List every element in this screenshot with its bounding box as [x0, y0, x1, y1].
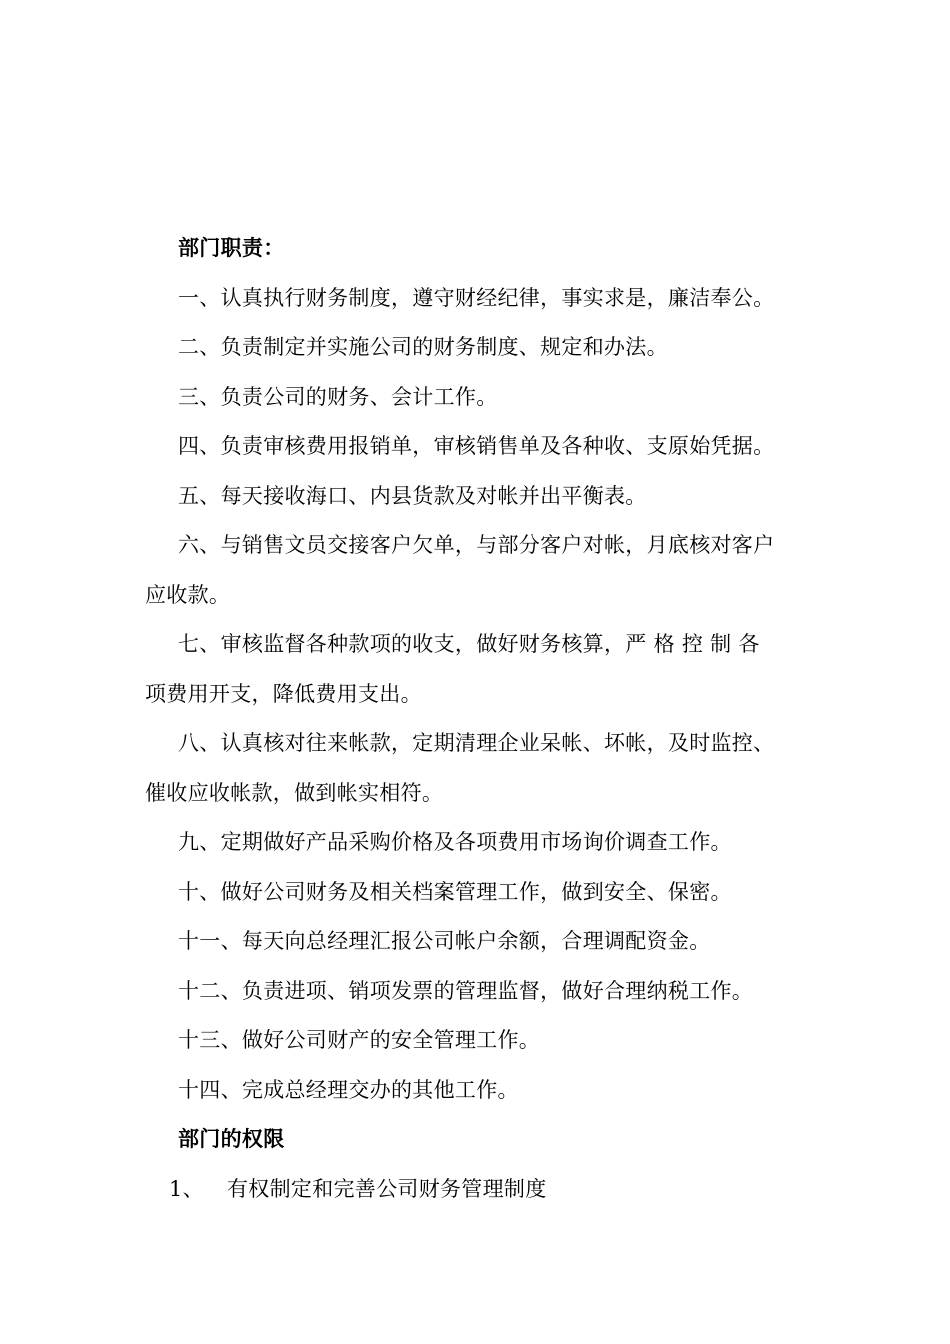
duty-item-5: 五、每天接收海口、内县货款及对帐并出平衡表。 [178, 483, 647, 508]
duty-item-9: 九、定期做好产品采购价格及各项费用市场询价调查工作。 [178, 830, 732, 854]
authority-item-1-text: 有权制定和完善公司财务管理制度 [227, 1176, 547, 1201]
duty-item-14: 十四、完成总经理交办的其他工作。 [178, 1077, 519, 1102]
duty-item-12: 十二、负责进项、销项发票的管理监督，做好合理纳税工作。 [178, 978, 754, 1003]
duty-item-4: 四、负责审核费用报销单，审核销售单及各种收、支原始凭据。 [178, 434, 775, 458]
duty-item-6-line2: 应收款。 [145, 582, 231, 607]
authority-item-1 [145, 1177, 807, 1201]
duty-item-1: 一、认真执行财务制度，遵守财经纪律，事实求是，廉洁奉公。 [178, 285, 775, 310]
duty-item-10: 十、做好公司财务及相关档案管理工作，做到安全、保密。 [178, 879, 732, 904]
duty-item-8-line1: 八、认真核对往来帐款，定期清理企业呆帐、坏帐，及时监控、 [178, 731, 775, 755]
duty-item-13: 十三、做好公司财产的安全管理工作。 [178, 1028, 541, 1052]
duty-item-2: 二、负责制定并实施公司的财务制度、规定和办法。 [178, 335, 668, 359]
document-body [145, 236, 807, 1226]
duty-item-7-line1: 七、审核监督各种款项的收支，做好财务核算，严 格 控 制 各 [178, 632, 760, 656]
duty-item-3: 三、负责公司的财务、会计工作。 [178, 384, 498, 409]
authority-item-1-number: 1、 [169, 1176, 204, 1201]
duty-item-8-line2: 催收应收帐款，做到帐实相符。 [145, 780, 444, 805]
heading-department-duties: 部门职责： [178, 235, 285, 260]
duty-item-11: 十一、每天向总经理汇报公司帐户余额，合理调配资金。 [178, 929, 711, 953]
duty-item-7-line2: 项费用开支，降低费用支出。 [145, 681, 422, 706]
heading-department-authority: 部门的权限 [178, 1126, 285, 1151]
duty-item-6-line1: 六、与销售文员交接客户欠单，与部分客户对帐，月底核对客户 [178, 533, 775, 557]
